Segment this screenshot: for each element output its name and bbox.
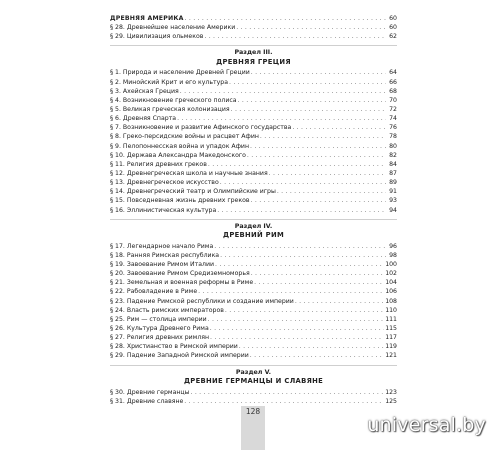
dot-leader bbox=[292, 123, 386, 132]
section-divider bbox=[110, 363, 397, 366]
toc-entry-page: 96 bbox=[389, 242, 397, 250]
toc-entry bbox=[110, 132, 397, 141]
section-heading bbox=[110, 49, 397, 66]
dot-leader bbox=[210, 333, 384, 342]
toc-entry-page: 100 bbox=[385, 260, 397, 268]
dot-leader bbox=[225, 306, 384, 315]
section-title: ДРЕВНИЙ РИМ bbox=[222, 231, 285, 240]
dot-leader bbox=[214, 242, 386, 251]
dot-leader bbox=[220, 251, 386, 260]
toc-entry-page: 106 bbox=[385, 288, 397, 296]
toc-entry-page: 125 bbox=[385, 397, 397, 405]
dot-leader bbox=[295, 297, 384, 306]
toc-entry bbox=[110, 306, 397, 315]
section-divider bbox=[110, 217, 397, 220]
toc-entry bbox=[110, 324, 397, 333]
dot-leader bbox=[250, 142, 386, 151]
toc-entry-page: 82 bbox=[389, 151, 397, 159]
toc-entry-title: § 8. Греко-персидские войны и расцвет Афин bbox=[110, 133, 259, 141]
toc-entry-title: § 31. Древние славяне bbox=[110, 397, 184, 405]
toc-entry-page: 70 bbox=[389, 96, 397, 104]
toc-entry-page: 102 bbox=[385, 270, 397, 278]
toc-entry bbox=[110, 388, 397, 397]
toc-entry-title: § 5. Великая греческая колонизация bbox=[110, 105, 230, 113]
toc-entry bbox=[110, 269, 397, 278]
toc-entry bbox=[110, 315, 397, 324]
dot-leader bbox=[250, 351, 384, 360]
toc-entry bbox=[110, 333, 397, 342]
dot-leader bbox=[208, 160, 386, 169]
toc-entry-title: ДРЕВНЯЯ АМЕРИКА bbox=[110, 15, 184, 22]
toc-entry-title: § 29. Цивилизация ольмеков bbox=[110, 33, 204, 41]
toc-entry bbox=[110, 32, 397, 41]
toc-entry bbox=[110, 278, 397, 287]
toc-entry-page: 94 bbox=[389, 206, 397, 214]
toc-entry bbox=[110, 342, 397, 351]
toc-entry-page: 111 bbox=[385, 315, 397, 323]
section-heading bbox=[110, 369, 397, 386]
dot-leader bbox=[177, 114, 386, 123]
dot-leader bbox=[231, 105, 386, 114]
toc-entry-title: § 27. Религия древних римлян bbox=[110, 334, 210, 342]
toc-entry-page: 64 bbox=[389, 69, 397, 77]
section-label: Раздел III. bbox=[234, 49, 273, 57]
dot-leader bbox=[210, 324, 384, 333]
toc-entry-title: § 12. Древнегреческая школа и научные знания bbox=[110, 169, 268, 177]
toc-entry-page: 72 bbox=[389, 105, 397, 113]
toc-entry-page: 80 bbox=[389, 142, 397, 150]
toc-entry-page: 98 bbox=[389, 251, 397, 259]
toc-entry-title: § 30. Древние германцы bbox=[110, 388, 190, 396]
toc-entry bbox=[110, 178, 397, 187]
toc-entry-title: § 21. Земельная и военная реформы в Риме bbox=[110, 279, 254, 287]
toc-entry bbox=[110, 68, 397, 77]
toc-entry-title: § 3. Ахейская Греция bbox=[110, 87, 179, 95]
toc-entry-title: § 19. Завоевание Римом Италии bbox=[110, 260, 215, 268]
dot-leader bbox=[191, 388, 385, 397]
toc-entry bbox=[110, 105, 397, 114]
toc-entry bbox=[110, 114, 397, 123]
toc-entry bbox=[110, 287, 397, 296]
toc-entry-title: § 22. Рабовладение в Риме bbox=[110, 288, 198, 296]
toc-entry-page: 117 bbox=[385, 334, 397, 342]
dot-leader bbox=[220, 178, 386, 187]
toc-entry-page: 104 bbox=[385, 279, 397, 287]
toc-entry-title: § 10. Держава Александра Македонского bbox=[110, 151, 246, 159]
dot-leader bbox=[236, 23, 386, 32]
toc-entry-page: 89 bbox=[389, 179, 397, 187]
dot-leader bbox=[254, 278, 384, 287]
toc-entry bbox=[110, 187, 397, 196]
toc-entry-title: § 9. Пелопоннесская война и упадок Афин bbox=[110, 142, 249, 150]
dot-leader bbox=[239, 342, 384, 351]
dot-leader bbox=[238, 96, 386, 105]
toc-entry bbox=[110, 242, 397, 251]
toc-entry-title: § 28. Христианство в Римской империи bbox=[110, 343, 238, 351]
table-of-contents bbox=[110, 14, 397, 406]
dot-leader bbox=[180, 87, 386, 96]
toc-entry-page: 87 bbox=[389, 169, 397, 177]
toc-entry-page: 62 bbox=[389, 33, 397, 41]
toc-entry-page: 93 bbox=[389, 197, 397, 205]
toc-entry-page: 76 bbox=[389, 124, 397, 132]
toc-entry-title: § 28. Древнейшее население Америки bbox=[110, 24, 236, 32]
toc-entry-title: § 20. Завоевание Римом Средиземноморья bbox=[110, 270, 250, 278]
toc-entry-title: § 14. Древнегреческий театр и Олимпийские игры bbox=[110, 188, 276, 196]
toc-entry-title: § 7. Возникновение и развитие Афинского государства bbox=[110, 124, 292, 132]
toc-entry-page: 66 bbox=[389, 78, 397, 86]
toc-entry-title: § 6. Древняя Спарта bbox=[110, 115, 177, 123]
toc-entry bbox=[110, 160, 397, 169]
toc-entry bbox=[110, 23, 397, 32]
toc-entry bbox=[110, 297, 397, 306]
toc-entry-page: 115 bbox=[385, 324, 397, 332]
toc-entry-title: § 29. Падение Западной Римской империи bbox=[110, 352, 249, 360]
toc-entry bbox=[110, 260, 397, 269]
toc-entry-title: § 25. Рим — столица империи bbox=[110, 315, 207, 323]
toc-entry bbox=[110, 151, 397, 160]
toc-entry-page: 78 bbox=[389, 133, 397, 141]
toc-part-heading bbox=[110, 14, 397, 23]
toc-entry-title: § 17. Легендарное начало Рима bbox=[110, 242, 214, 250]
toc-entry-page: 110 bbox=[385, 306, 397, 314]
dot-leader bbox=[185, 14, 386, 23]
toc-entry bbox=[110, 351, 397, 360]
toc-entry-page: 74 bbox=[389, 115, 397, 123]
toc-entry-page: 60 bbox=[389, 15, 397, 22]
dot-leader bbox=[198, 287, 384, 296]
toc-entry-title: § 15. Повседневная жизнь древних греков bbox=[110, 197, 250, 205]
toc-entry-page: 108 bbox=[385, 297, 397, 305]
toc-entry-page: 121 bbox=[385, 352, 397, 360]
page-number: 128 bbox=[245, 407, 261, 416]
dot-leader bbox=[269, 169, 386, 178]
toc-entry-title: § 4. Возникновение греческого полиса bbox=[110, 96, 237, 104]
toc-entry bbox=[110, 169, 397, 178]
dot-leader bbox=[277, 187, 386, 196]
toc-entry bbox=[110, 196, 397, 205]
toc-entry-title: § 18. Ранняя Римская республика bbox=[110, 251, 220, 259]
dot-leader bbox=[204, 32, 386, 41]
toc-entry-title: § 23. Падение Римской республики и создание империи bbox=[110, 297, 294, 305]
dot-leader bbox=[251, 269, 385, 278]
dot-leader bbox=[184, 397, 384, 406]
toc-entry-page: 91 bbox=[389, 188, 397, 196]
toc-entry-title: § 24. Власть римских императоров bbox=[110, 306, 224, 314]
toc-entry-title: § 1. Природа и население Древней Греции bbox=[110, 69, 250, 77]
dot-leader bbox=[208, 315, 385, 324]
toc-entry bbox=[110, 251, 397, 260]
toc-entry bbox=[110, 87, 397, 96]
toc-entry bbox=[110, 206, 397, 215]
toc-entry-title: § 26. Культура Древнего Рима bbox=[110, 324, 209, 332]
toc-entry-page: 84 bbox=[389, 160, 397, 168]
dot-leader bbox=[251, 68, 386, 77]
section-title: ДРЕВНИЕ ГЕРМАНЦЫ И СЛАВЯНЕ bbox=[183, 377, 324, 385]
dot-leader bbox=[229, 78, 386, 87]
toc-entry bbox=[110, 78, 397, 87]
dot-leader bbox=[251, 196, 386, 205]
section-label: Раздел V. bbox=[235, 368, 272, 376]
toc-entry-page: 123 bbox=[385, 388, 397, 396]
toc-entry bbox=[110, 397, 397, 406]
dot-leader bbox=[215, 260, 384, 269]
toc-entry-title: § 2. Минойский Крит и его культура bbox=[110, 78, 228, 86]
section-title: ДРЕВНЯЯ ГРЕЦИЯ bbox=[216, 57, 291, 66]
toc-entry bbox=[110, 123, 397, 132]
toc-entry-page: 60 bbox=[389, 24, 397, 32]
section-divider bbox=[110, 43, 397, 46]
toc-entry-title: § 16. Эллинистическая культура bbox=[110, 206, 217, 214]
toc-entry bbox=[110, 142, 397, 151]
section-heading bbox=[110, 223, 397, 240]
dot-leader bbox=[247, 151, 386, 160]
dot-leader bbox=[217, 206, 386, 215]
toc-entry-page: 68 bbox=[389, 87, 397, 95]
toc-entry bbox=[110, 96, 397, 105]
toc-entry-title: § 13. Древнегреческое искусство bbox=[110, 179, 219, 187]
site-watermark: universal.by bbox=[367, 414, 486, 436]
toc-entry-title: § 11. Религия древних греков bbox=[110, 160, 207, 168]
toc-entry-page: 119 bbox=[385, 343, 397, 351]
section-label: Раздел IV. bbox=[234, 222, 273, 230]
dot-leader bbox=[260, 132, 386, 141]
